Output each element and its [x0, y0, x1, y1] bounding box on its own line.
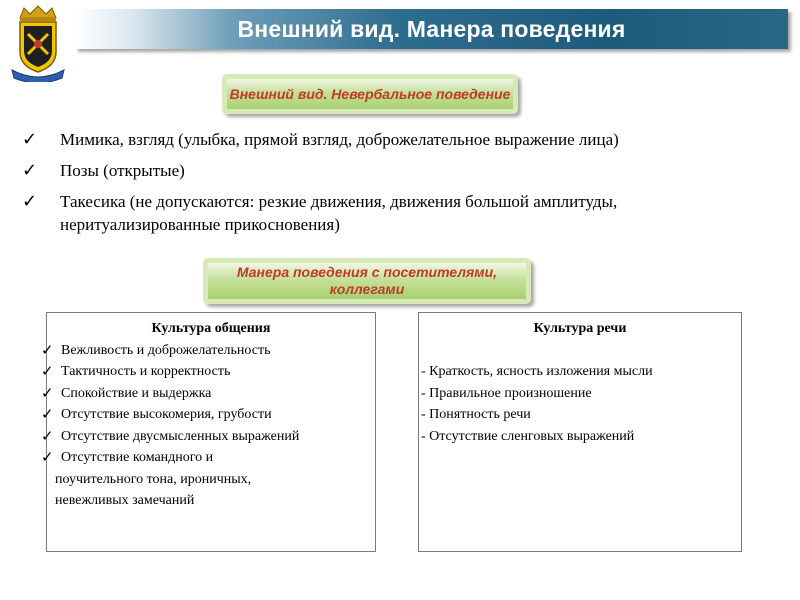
box-title: Культура речи — [533, 321, 627, 336]
list-item: - Краткость, ясность изложения мысли — [421, 364, 653, 379]
list-item: ✓ Отсутствие высокомерия, грубости — [47, 404, 375, 426]
list-item: ✓ Отсутствие двусмысленных выражений — [47, 426, 375, 448]
checkmark-icon: ✓ — [41, 426, 54, 445]
list-item: ✓ Тактичность и корректность — [47, 361, 375, 383]
section-label-appearance: Внешний вид. Невербальное поведение — [222, 74, 518, 114]
list-item: - Отсутствие сленговых выражений — [421, 428, 635, 444]
checkmark-icon: ✓ — [41, 448, 54, 466]
bullet-text: Такесика (не допускаются: резкие движения, движения большой амплитуды, неритуализированные прикосновения) — [60, 192, 618, 234]
coat-of-arms-icon — [10, 4, 66, 82]
checkmark-icon: ✓ — [41, 362, 54, 380]
list-item: ✓ Спокойствие и выдержка — [47, 383, 375, 405]
speech-list — [419, 361, 741, 447]
list-item — [22, 128, 762, 151]
page-title: Внешний вид. Манера поведения — [237, 16, 626, 42]
bullet-text: Мимика, взгляд (улыбка, прямой взгляд, доброжелательное выражение лица) — [60, 130, 619, 149]
appearance-bullet-list — [22, 128, 762, 244]
checkmark-icon: ✓ — [41, 405, 54, 423]
checkmark-icon: ✓ — [22, 191, 38, 212]
checkmark-icon: ✓ — [41, 383, 54, 402]
list-item: ✓ Вежливость и доброжелательность — [47, 340, 375, 362]
list-item — [22, 190, 762, 236]
speech-culture-box — [418, 312, 742, 552]
list-item-continuation: невежливых замечаний — [55, 493, 195, 508]
box-title: Культура общения — [151, 321, 271, 336]
checkmark-icon: ✓ — [41, 340, 54, 359]
communication-culture-box — [41, 312, 376, 552]
list-item: ✓ Отсутствие командного и — [47, 447, 375, 469]
list-item-continuation: поучительного тона, ироничных, — [55, 471, 252, 487]
checkmark-icon: ✓ — [22, 129, 38, 150]
list-item: - Правильное произношение — [421, 385, 592, 401]
communication-list — [41, 340, 375, 512]
list-item: - Понятность речи — [421, 407, 531, 422]
bullet-text: Позы (открытые) — [60, 161, 185, 180]
section-label-behavior: Манера поведения с посетителями, коллегами — [203, 258, 531, 304]
list-item — [22, 159, 762, 182]
checkmark-icon: ✓ — [22, 160, 38, 181]
